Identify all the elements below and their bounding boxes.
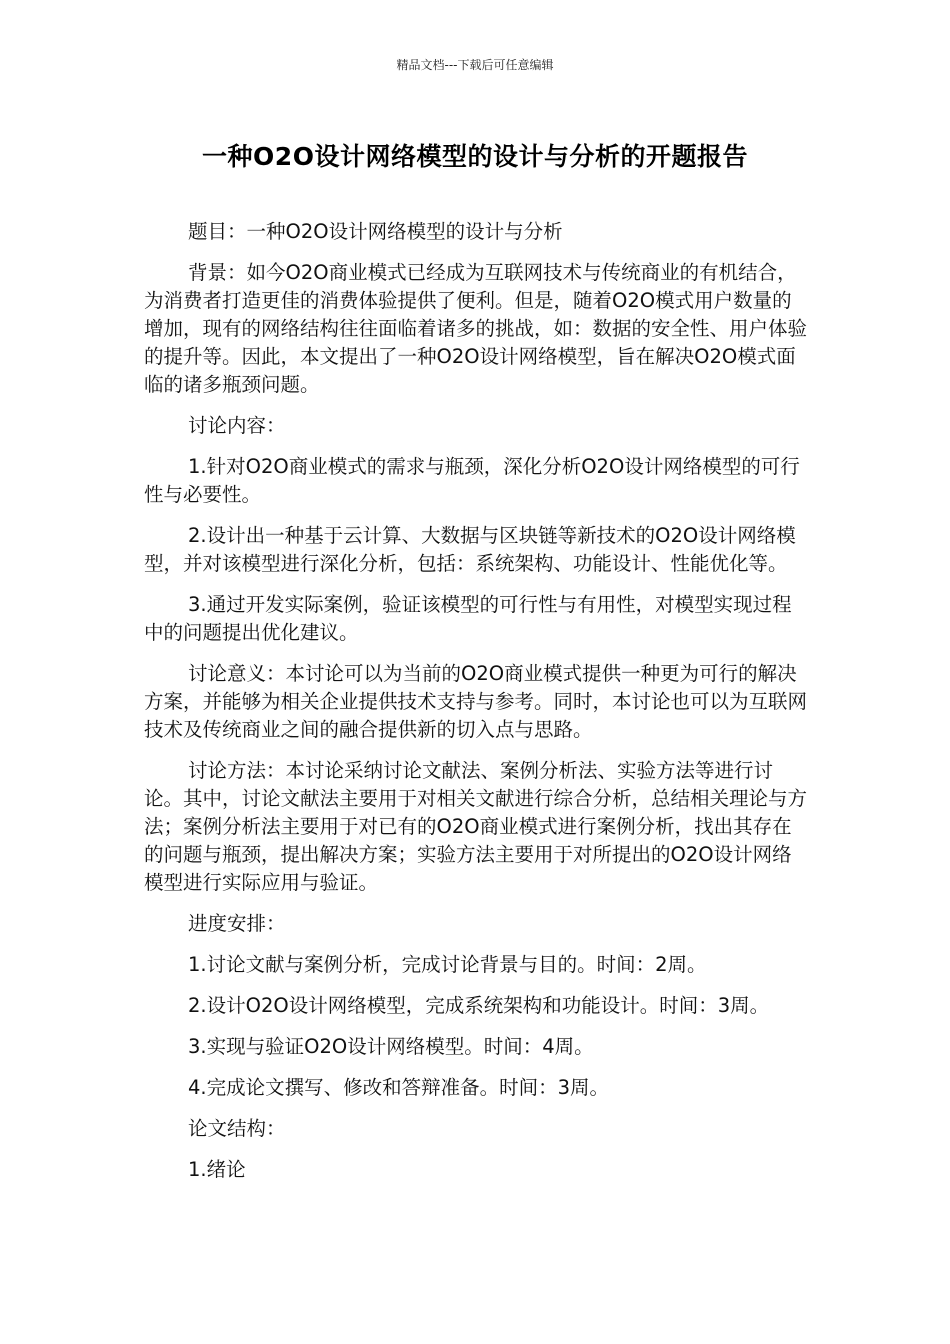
paragraph-content-item-1: 1.针对O2O商业模式的需求与瓶颈，深化分析O2O设计网络模型的可行性与必要性。	[144, 455, 800, 506]
paragraph-schedule-item-1: 1.讨论文献与案例分析，完成讨论背景与目的。时间：2周。	[188, 953, 707, 976]
paragraph-schedule-item-4: 4.完成论文撰写、修改和答辩准备。时间：3周。	[188, 1076, 610, 1099]
document-body	[144, 218, 809, 1197]
paragraph-content-item-2: 2.设计出一种基于云计算、大数据与区块链等新技术的O2O设计网络模型，并对该模型进行深化分析，包括：系统架构、功能设计、性能优化等。	[144, 524, 796, 575]
page-header	[0, 56, 950, 73]
paragraph-schedule-heading: 进度安排：	[188, 912, 286, 935]
header-watermark-text: 精品文档---下载后可任意编辑	[396, 58, 554, 72]
paragraph-structure-item-1: 1.绪论	[188, 1158, 246, 1181]
paragraph-discussion-content-heading: 讨论内容：	[188, 414, 286, 437]
paragraph-schedule-item-3: 3.实现与验证O2O设计网络模型。时间：4周。	[188, 1035, 594, 1058]
document-title: 一种O2O设计网络模型的设计与分析的开题报告	[202, 142, 748, 171]
paragraph-schedule-item-2: 2.设计O2O设计网络模型，完成系统架构和功能设计。时间：3周。	[188, 994, 770, 1017]
paragraph-significance: 讨论意义：本讨论可以为当前的O2O商业模式提供一种更为可行的解决方案，并能够为相关企业提供技术支持与参考。同时，本讨论也可以为互联网技术及传统商业之间的融合提供新的切入点与思路。	[144, 662, 808, 741]
paragraph-topic: 题目：一种O2O设计网络模型的设计与分析	[188, 220, 563, 243]
paragraph-methods: 讨论方法：本讨论采纳讨论文献法、案例分析法、实验方法等进行讨论。其中，讨论文献法主要用于对相关文献进行综合分析，总结相关理论与方法；案例分析法主要用于对已有的O2O商业模式进行案例分析，找出其存在的问题与瓶颈，提出解决方案；实验方法主要用于对所提出的O2O设计网络模型进行实际应用与验证。	[144, 759, 808, 894]
paragraph-structure-heading: 论文结构：	[188, 1117, 286, 1140]
paragraph-content-item-3: 3.通过开发实际案例，验证该模型的可行性与有用性，对模型实现过程中的问题提出优化建议。	[144, 593, 792, 644]
paragraph-background: 背景：如今O2O商业模式已经成为互联网技术与传统商业的有机结合，为消费者打造更佳的消费体验提供了便利。但是，随着O2O模式用户数量的增加，现有的网络结构往往面临着诸多的挑战，如：数据的安全性、用户体验的提升等。因此，本文提出了一种O2O设计网络模型，旨在解决O2O模式面临的诸多瓶颈问题。	[144, 261, 808, 396]
